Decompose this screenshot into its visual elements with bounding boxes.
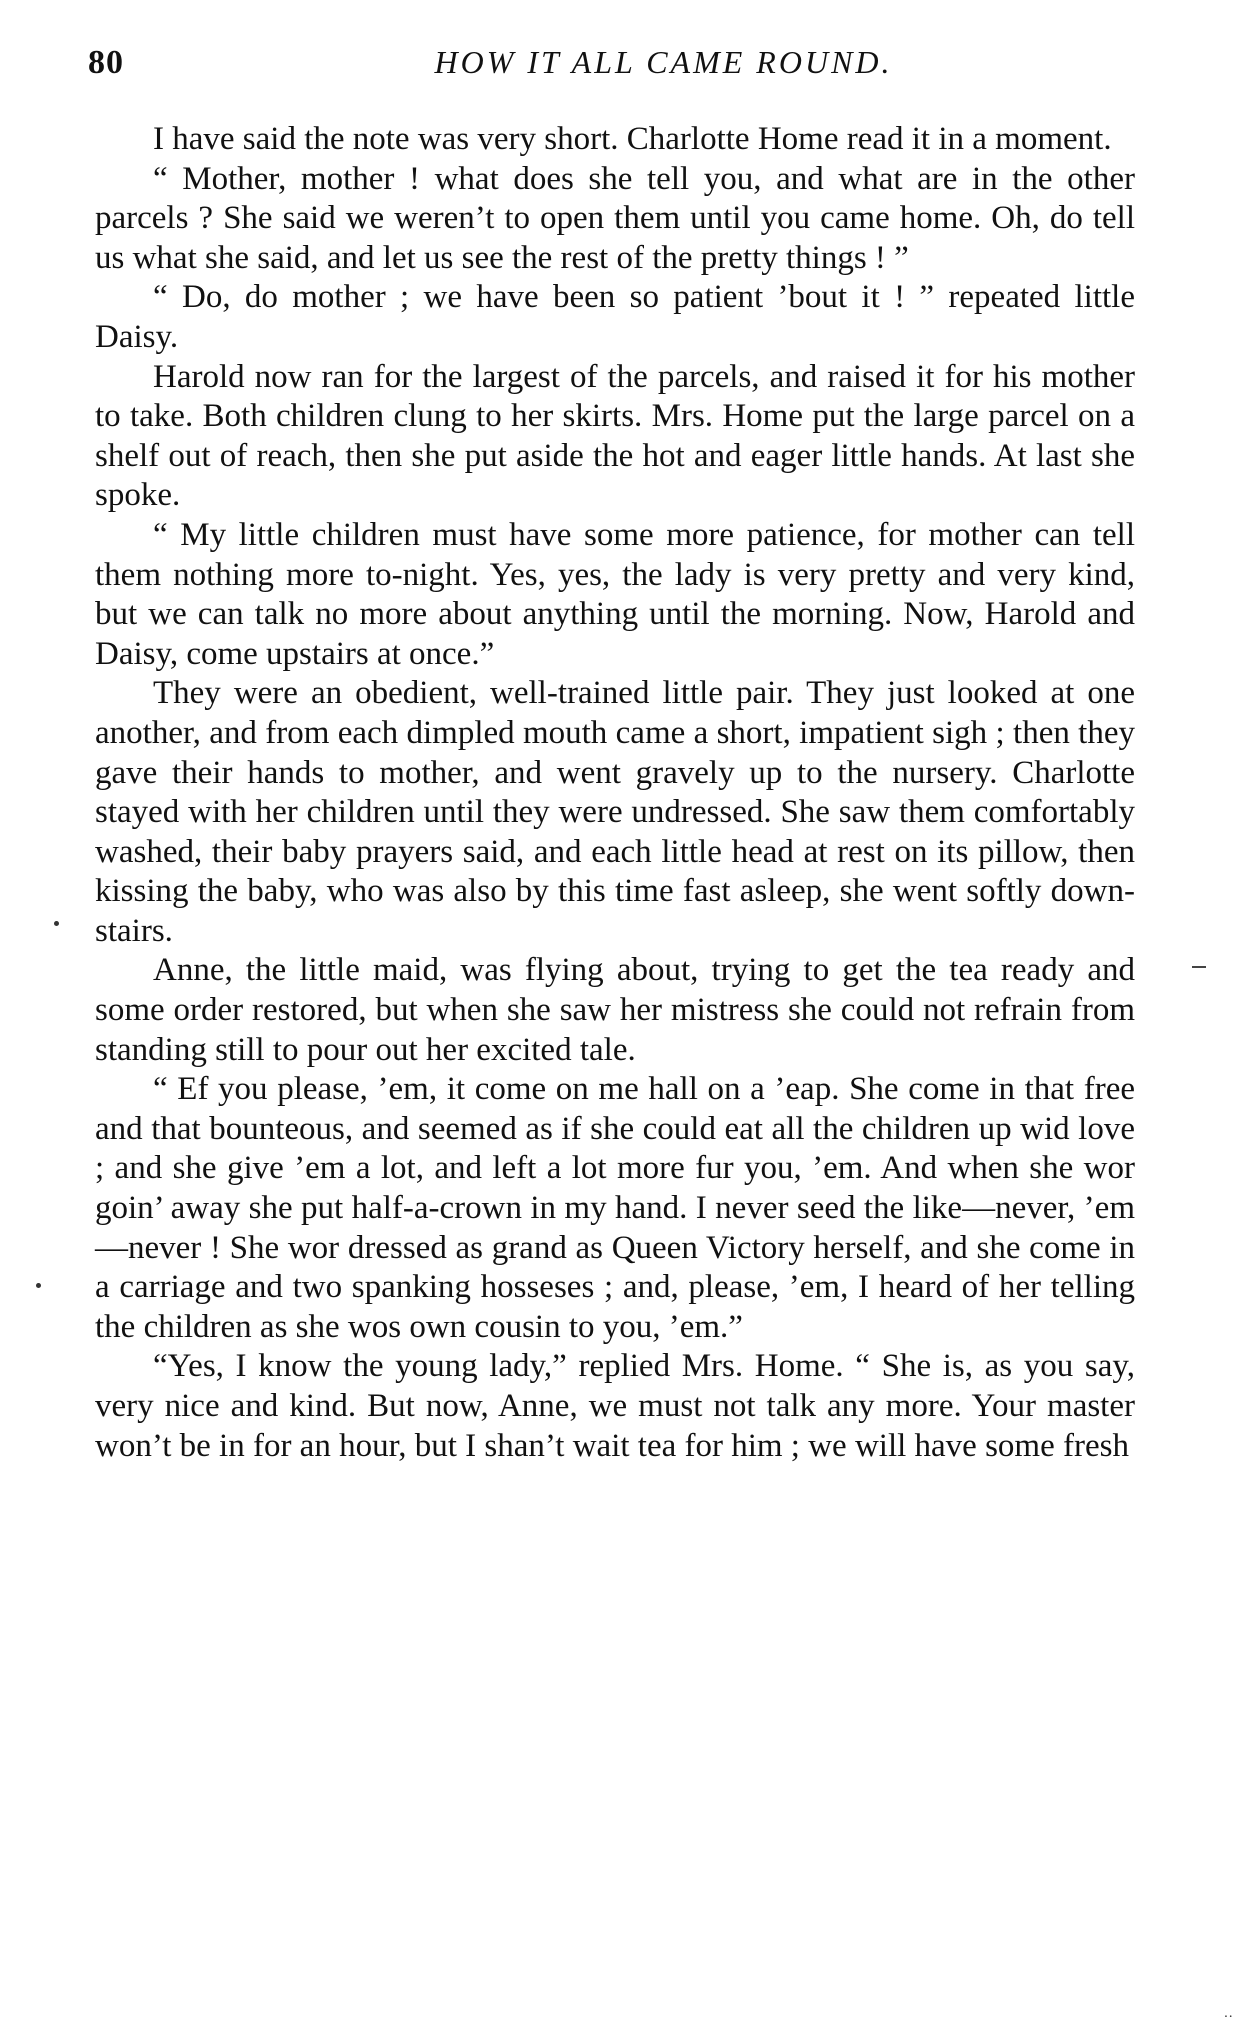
- running-title: HOW IT ALL CAME ROUND.: [434, 44, 893, 80]
- corner-mark: ··: [1223, 2010, 1233, 2025]
- paragraph-1: I have said the note was very short. Charlotte Home read it in a moment.: [153, 121, 1112, 157]
- paragraph-7: Anne, the little maid, was flying about, trying to get the tea ready and some order restored, but when she saw her mistress she could not refrain from standing still to pour out her excited tale.: [95, 952, 1135, 1068]
- paragraph-3: “ Do, do mother ; we have been so patient ’bout it ! ” repeated little Daisy.: [95, 279, 1135, 355]
- page-header: [88, 44, 1149, 94]
- print-speck: [54, 921, 59, 926]
- print-speck: [36, 1283, 41, 1288]
- paragraph-8: “ Ef you please, ’em, it come on me hall on a ’eap. She come in that free and that bounteous, and seemed as if she could eat all the children up wid love ; and she give ’em a lot, and left a lot more fur you, ’em. And when she wor goin’ away she put half-a-crown in my hand. I never seed the like—never, ’em—never ! She wor dressed as grand as Queen Victory herself, and she come in a carriage and two spanking hosseses ; and, please, ’em, I heard of her telling the children as she wos own cousin to you, ’em.”: [95, 1071, 1135, 1345]
- paragraph-5: “ My little children must have some more patience, for mother can tell them nothing more to-night. Yes, yes, the lady is very pretty and very kind, but we can talk no more about anything until the morning. Now, Harold and Daisy, come upstairs at once.”: [95, 516, 1135, 672]
- paragraph-6: They were an obedient, well-trained little pair. They just looked at one another, and from each dimpled mouth came a short, impatient sigh ; then they gave their hands to mother, and went gravely up to the nursery. Charlotte stayed with her children until they were undressed. She saw them comfortably washed, their baby prayers said, and each little head at rest on its pillow, then kissing the baby, who was also by this time fast asleep, she went softly downstairs.: [95, 675, 1135, 949]
- page-number: 80: [88, 44, 124, 81]
- margin-mark: [1192, 966, 1206, 968]
- paragraph-9: “Yes, I know the young lady,” replied Mrs. Home. “ She is, as you say, very nice and kind. But now, Anne, we must not talk any more. Your master won’t be in for an hour, but I shan’t wait tea for him ; we will have some fresh: [95, 1348, 1135, 1464]
- paragraph-4: Harold now ran for the largest of the parcels, and raised it for his mother to take. Both children clung to her skirts. Mrs. Home put the large parcel on a shelf out of reach, then she put aside the hot and eager little hands. At last she spoke.: [95, 358, 1135, 514]
- body-text: [95, 120, 1135, 1466]
- paragraph-2: “ Mother, mother ! what does she tell you, and what are in the other parcels ? She said we weren’t to open them until you came home. Oh, do tell us what she said, and let us see the rest of the pretty things ! ”: [95, 160, 1135, 276]
